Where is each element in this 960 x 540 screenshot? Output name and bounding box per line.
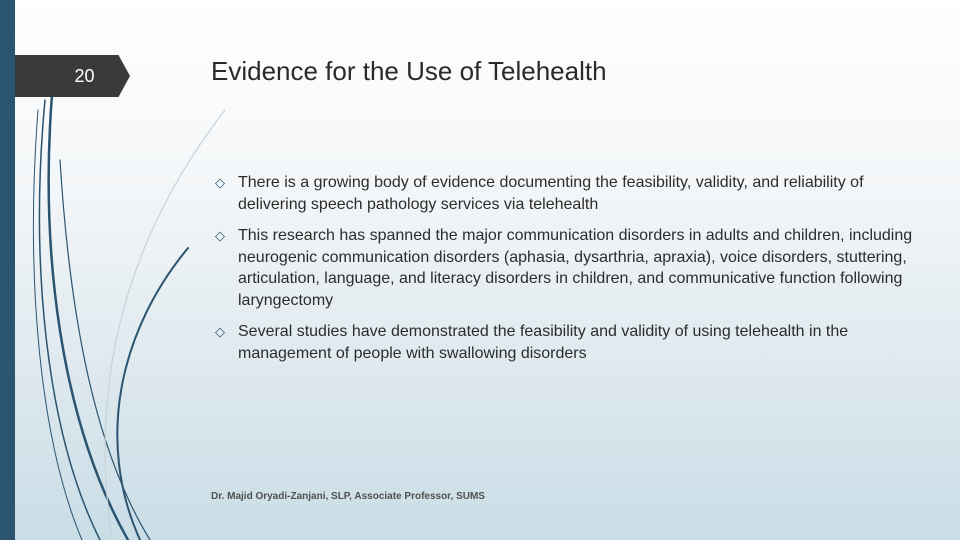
bullet-item <box>215 225 915 311</box>
bullet-list <box>215 172 915 374</box>
slide-number: 20 <box>74 66 95 86</box>
slide-footer: Dr. Majid Oryadi-Zanjani, SLP, Associate Professor, SUMS <box>211 491 485 502</box>
bullet-text: There is a growing body of evidence documenting the feasibility, validity, and reliability of delivering speech pathology services via telehealth <box>238 174 864 213</box>
bullet-item <box>215 321 915 364</box>
diamond-outline-icon: ◇ <box>215 324 225 339</box>
bullet-item <box>215 172 915 215</box>
diamond-outline-icon: ◇ <box>215 228 225 243</box>
bullet-text: Several studies have demonstrated the feasibility and validity of using telehealth in the management of people with swallowing disorders <box>238 323 849 362</box>
diamond-outline-icon: ◇ <box>215 175 225 190</box>
bullet-text: This research has spanned the major communication disorders in adults and children, including neurogenic communication disorders (aphasia, dysarthria, apraxia), voice disorders, stuttering, articulation, language, and literacy disorders in children, and communicative function following laryngectomy <box>238 227 913 309</box>
slide-title: Evidence for the Use of Telehealth <box>211 56 607 86</box>
